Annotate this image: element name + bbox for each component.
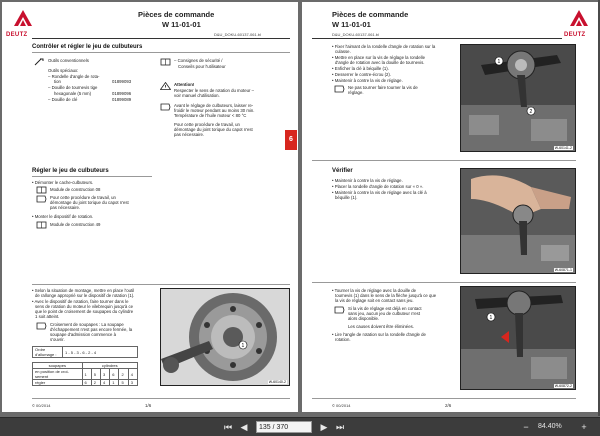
step4-line-1: • Avec le dispositif de rotation, faire tourner dans le	[32, 299, 129, 304]
photo-callout-2: 2	[529, 109, 533, 115]
turn-screw-1: • Tourner la vis de réglage avec la douille de	[332, 288, 417, 293]
prev-page-icon[interactable]: ◀	[240, 422, 248, 432]
head-cylinders: cylindres	[82, 363, 137, 369]
note-line-3: Température de l'huile moteur < 80 °C	[174, 113, 247, 118]
tool-1b: tion	[54, 79, 61, 84]
zoom-out-icon[interactable]: −	[523, 422, 529, 432]
last-page-icon[interactable]: ⏭	[335, 422, 345, 432]
order-label-2: d'allumage :	[35, 352, 57, 357]
photo-ref: W-60141-2	[554, 146, 572, 150]
footer-page-number: 1/6	[145, 403, 152, 408]
note-line-5: démontage du joint torique du capot n'est	[174, 127, 253, 132]
step-place-disc-2: d'angle de rotation avec la douille de tournevis.	[335, 60, 425, 65]
photo-callout-1: 1	[489, 315, 493, 321]
note-line-4: Pour cette procédure de travail, un	[174, 122, 240, 127]
cell: 2	[91, 380, 100, 386]
photo-callout-1: 1	[497, 59, 501, 65]
note-line-2: froidir le moteur pendant au moins 30 min.	[174, 108, 255, 113]
flywheel-illustration	[161, 289, 290, 386]
book-icon	[160, 58, 171, 66]
photo-ref: W-60872-2	[554, 384, 572, 388]
no-play-2: sans jeu, aucun jeu de culbuteur n'est	[348, 311, 421, 316]
crossing-line-3: soupape d'admission commence à	[50, 332, 117, 337]
turn-screw-2: tournevis (1) dans le sens de la flèche jusqu'à ce que	[335, 293, 437, 298]
step-mount-rotation: • Monter le dispositif de rotation.	[32, 214, 94, 219]
book-icon	[36, 221, 47, 229]
footer-code: © 00/2014	[332, 403, 351, 408]
section-rule	[312, 282, 576, 283]
tools-label: Outils conventionnels	[48, 58, 89, 63]
step-fix-magnet-1: • Fixer l'aimant de la rondelle d'angle de rotation sur la	[332, 44, 436, 49]
head-valves: soupapes	[33, 363, 83, 369]
module-49: Module de construction 49	[50, 222, 101, 227]
step-insert-key: • Enficher la clé à béquille (1).	[332, 66, 389, 71]
viewer-toolbar	[0, 417, 600, 436]
next-page-icon[interactable]: ▶	[320, 422, 328, 432]
section-rule	[312, 160, 576, 161]
step4-line-2: sens de rotation du moteur le vilebrequin jusqu'à ce	[35, 304, 134, 309]
note-icon	[334, 306, 345, 314]
footer-code: © 00/2014	[32, 403, 51, 408]
cell: 1	[82, 369, 91, 380]
read-angle-2: rotation.	[335, 337, 351, 342]
deutz-logo-icon	[10, 8, 36, 32]
zoom-level: 84.40%	[538, 423, 562, 430]
note-icon	[334, 85, 345, 93]
attention-line-2: voir manuel d'utilisation.	[174, 93, 220, 98]
verify-hold-key-2: béquille (1).	[335, 195, 358, 200]
page-code: W 11-01-01	[332, 20, 371, 29]
header-rule	[32, 38, 290, 39]
doc-ref: D&U_DOKU-60137-061.bl	[214, 32, 261, 37]
verify-hold: • Maintenir à contre la vis de réglage.	[332, 178, 403, 183]
first-page-icon[interactable]: ⏮	[223, 422, 233, 432]
tool-2: – Douille de tournevis tige	[48, 85, 98, 90]
step4-line-3: que le point de croisement de soupapes du cylindre	[35, 309, 134, 314]
header-rule	[312, 38, 562, 39]
causes-eliminated: Les causes doivent être éliminées.	[348, 324, 414, 329]
row2-label: régler	[33, 380, 83, 386]
note-line-6: pas nécessaire.	[174, 132, 205, 137]
doc-ref: D&U_DOKU-60137-061.bl	[332, 32, 379, 37]
note-icon	[160, 103, 171, 111]
note-line-1: Avant le réglage de culbuteurs, laisser re-	[174, 103, 254, 108]
step-fix-magnet-2: culasse.	[335, 49, 351, 54]
brand-name: DEUTZ	[564, 32, 586, 38]
step1-note-3: pas nécessaire.	[50, 205, 81, 210]
footer-rule	[312, 398, 576, 399]
page-number-input[interactable]	[256, 421, 312, 433]
verify-hold-key-1: • Maintenir à contre la vis de réglage avec la clé à	[332, 190, 427, 195]
photo-ref: W-60871-1	[554, 268, 572, 272]
rotation-device-photo	[160, 288, 290, 386]
verify-set-zero: • Placer la rondelle d'angle de rotation sur « 0 ».	[332, 184, 424, 189]
safety-line-1: – Consignes de sécurité /	[174, 58, 223, 63]
page-title: Pièces de commande	[332, 10, 409, 19]
section-rule	[32, 284, 290, 285]
key-photo	[460, 44, 576, 152]
photo-ref: W-60140-2	[268, 380, 286, 384]
caution-line-2: réglage.	[348, 90, 364, 95]
row1-label-2: sement	[35, 374, 49, 379]
section-rule	[32, 176, 152, 177]
screwdriver-illustration	[461, 287, 576, 390]
turn-screw-3: la vis de réglage soit en contact sans jeu.	[335, 298, 414, 303]
cell: 6	[82, 380, 91, 386]
tool-1: – Rondelle d'angle de rota-	[48, 74, 100, 79]
attention-title: Attention!	[174, 82, 195, 87]
cell: 4	[128, 369, 137, 380]
chapter-tab-left: 6	[285, 130, 297, 150]
photo-callout: 1	[241, 343, 245, 349]
table-row	[33, 369, 138, 380]
left-page	[2, 2, 298, 412]
cell: 4	[101, 380, 110, 386]
note-icon	[36, 322, 47, 330]
step1-note-1: Pour cette procédure de travail, un	[50, 195, 116, 200]
verify-photo	[460, 168, 576, 274]
step-remove-cover: • Démonter le cache-culbuteurs.	[32, 180, 94, 185]
section-rule	[32, 52, 290, 53]
order-value: 1 - 5 - 3 - 6 - 2 - 4	[63, 347, 138, 358]
crossing-line-2: d'échappement n'est pas encore fermée, la	[50, 327, 133, 332]
tool-2b: hexagonale (5 mm)	[54, 91, 92, 96]
warning-icon	[160, 82, 171, 90]
step-place-disc-1: • Mettre en place sur la vis de réglage la rondelle	[332, 55, 425, 60]
step4-line-4: 1 soit atteint.	[35, 314, 60, 319]
firing-order-table	[32, 346, 138, 358]
step3-line-1: • Selon la situation de montage, mettre en place l'outil	[32, 288, 135, 293]
deutz-logo-icon	[566, 8, 592, 32]
step-loosen-nut: • Desserrer le contre-écrou (2).	[332, 72, 392, 77]
cell: 1	[110, 380, 119, 386]
step3-line-2: de rallonge approprié sur le dispositif de rotation (1).	[35, 293, 135, 298]
cell: 3	[128, 380, 137, 386]
module-08: Module de construction 08	[50, 187, 101, 192]
zoom-in-icon[interactable]: +	[581, 422, 587, 432]
safety-line-2: Conseils pour l'utilisateur	[178, 64, 226, 69]
hand-tool-illustration	[461, 169, 576, 274]
table-row	[33, 380, 138, 386]
footer-page-number: 2/6	[445, 403, 452, 408]
tool-3: – Douille de clé	[48, 97, 78, 102]
attention-line-1: Respecter le sens de rotation du moteur –	[174, 88, 255, 93]
section-title-verify: Vérifier	[332, 168, 353, 174]
tool-3-num: 01899089	[112, 97, 132, 102]
cell: 5	[91, 369, 100, 380]
special-tools-label: Outils spéciaux:	[48, 68, 79, 73]
tool-2-num: 01899096	[112, 91, 132, 96]
wrench-icon	[34, 58, 45, 66]
row1-label-1: en position de croi-	[35, 369, 69, 374]
page-title: Pièces de commande	[138, 10, 215, 19]
right-page	[302, 2, 598, 412]
rocker-illustration	[461, 45, 576, 152]
cell: 6	[110, 369, 119, 380]
valve-table	[32, 362, 138, 386]
note-icon	[36, 195, 47, 203]
step1-note-2: démontage du joint torique du capot n'est	[50, 200, 129, 205]
no-play-3: alors disponible.	[348, 316, 380, 321]
read-angle-1: • Lire l'angle de rotation sur la rondelle d'angle de	[332, 332, 426, 337]
brand-name: DEUTZ	[6, 32, 28, 38]
cell: 3	[101, 369, 110, 380]
tool-1-num: 01899093	[112, 79, 132, 84]
cell: 2	[119, 369, 128, 380]
step-hold-screw: • Maintenir à contre la vis de réglage.	[332, 78, 403, 83]
caution-line-1: Ne pas tourner faire tourner la vis de	[348, 85, 418, 90]
crossing-line-4: s'ouvrir.	[50, 337, 65, 342]
section-title-adjust: Régler le jeu de culbuteurs	[32, 168, 109, 174]
crossing-line-1: Croisement de soupapes : La soupape	[50, 322, 124, 327]
order-label-1: Ordre	[35, 347, 46, 352]
book-icon	[36, 186, 47, 194]
screw-photo	[460, 286, 576, 390]
cell: 5	[119, 380, 128, 386]
section-title-check: Contrôler et régler le jeu de culbuteurs	[32, 44, 143, 50]
footer-rule	[32, 398, 290, 399]
no-play-1: Si la vis de réglage est déjà en contact	[348, 306, 422, 311]
page-code: W 11-01-01	[162, 20, 201, 29]
